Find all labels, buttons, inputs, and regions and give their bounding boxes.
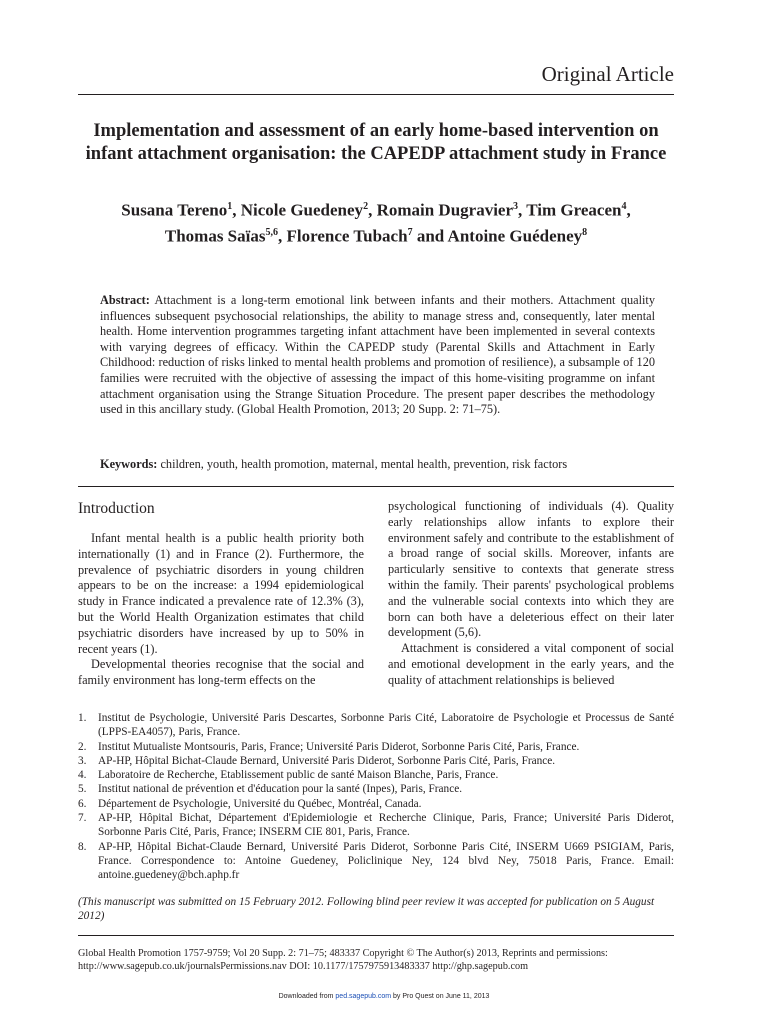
author-name: Romain Dugravier <box>376 200 514 220</box>
body-paragraph: Infant mental health is a public health priority both internationally (1) and in France (2). Furthermore, the prevalence of psychiatric disorders in young children appears to be on the increase: a 1994 epidemiological study in France indicated a prevalence rate of 12.3% (3), but the World Health Organization estimates that child psychiatric disorders have increased by up to 50% in recent years (1). <box>78 531 364 656</box>
introduction-heading: Introduction <box>78 500 155 517</box>
affiliation-number: 5. <box>78 783 87 796</box>
affiliation-text: Institut de Psychologie, Université Paris Descartes, Sorbonne Paris Cité, Laboratoire de Psychologie et Processus de Santé (LPPS-EA4057), Paris, France. <box>98 712 674 739</box>
affiliation-item <box>78 754 674 768</box>
keywords-label: Keywords: <box>100 457 158 471</box>
download-prefix: Downloaded from <box>278 993 336 1000</box>
affiliation-number: 6. <box>78 797 87 810</box>
author-name: Nicole Guedeney <box>240 200 364 220</box>
header-rule <box>78 94 674 95</box>
author-affiliation-number: 3 <box>513 201 519 212</box>
affiliation-text: Institut national de prévention et d'éducation pour la santé (Inpes), Paris, France. <box>98 783 463 796</box>
left-column <box>78 531 364 689</box>
footer-rule <box>78 935 674 936</box>
journal-citation: Global Health Promotion 1757-9759; Vol 20 Supp. 2: 71–75; 483337 Copyright © The Author(s) 2013, Reprints and permissions: http://www.sagepub.co.uk/journalsPermissions.nav DOI: 10.1177/1757975913483337 http://ghp.sagepub.com <box>78 948 608 973</box>
affiliation-item <box>78 740 674 754</box>
abstract-label: Abstract: <box>100 293 150 307</box>
affiliation-list <box>78 711 674 883</box>
section-rule <box>78 486 674 487</box>
affiliation-item <box>78 782 674 796</box>
affiliation-item <box>78 797 674 811</box>
author-name: Florence Tubach <box>286 226 408 246</box>
author-affiliation-number: 1 <box>227 201 233 212</box>
affiliation-number: 1. <box>78 712 87 724</box>
affiliation-item <box>78 840 674 883</box>
submission-note: (This manuscript was submitted on 15 February 2012. Following blind peer review it was accepted for publication on 5 August 2012) <box>78 896 655 923</box>
author-affiliation-number: 8 <box>582 226 588 238</box>
article-title: Implementation and assessment of an early home-based intervention on infant attachment organisation: the CAPEDP attachment study in France <box>85 121 667 164</box>
keywords-text: children, youth, health promotion, maternal, mental health, prevention, risk factors <box>160 457 568 471</box>
body-paragraph: Developmental theories recognise that the social and family environment has long-term effects on the <box>78 657 364 688</box>
affiliation-text: AP-HP, Hôpital Bichat-Claude Bernard, Université Paris Diderot, Sorbonne Paris Cité, Paris, France. <box>98 754 556 767</box>
author-affiliation-number: 7 <box>407 226 413 238</box>
affiliation-text: AP-HP, Hôpital Bichat-Claude Bernard, Université Paris Diderot, Sorbonne Paris Cité, INSERM U669 PSIGIAM, Paris, France. Correspondence to: Antoine Guedeney, Policlinique Ney, 124 blvd Ney, 75018 Paris, France. Email: antoine.guedeney@bch.aphp.fr <box>98 840 674 882</box>
author-affiliation-number: 2 <box>363 201 369 212</box>
author-name: Thomas Saïas <box>164 226 266 246</box>
affiliation-number: 8. <box>78 840 87 853</box>
affiliation-item <box>78 711 674 740</box>
body-paragraph: Attachment is considered a vital component of social and emotional development in the early years, and the quality of attachment relationships is believed <box>388 641 674 687</box>
affiliation-text: Département de Psychologie, Université du Québec, Montréal, Canada. <box>98 797 422 810</box>
affiliation-number: 4. <box>78 769 87 782</box>
right-column <box>388 499 674 689</box>
affiliation-text: Laboratoire de Recherche, Etablissement public de santé Maison Blanche, Paris, France. <box>98 769 499 782</box>
affiliation-number: 3. <box>78 754 87 767</box>
download-notice <box>0 993 768 1000</box>
author-affiliation-number: 5,6 <box>265 226 278 238</box>
affiliation-number: 2. <box>78 740 87 753</box>
affiliation-text: Institut Mutualiste Montsouris, Paris, France; Université Paris Diderot, Sorbonne Paris Cité, Paris, France. <box>98 740 580 753</box>
affiliation-text: AP-HP, Hôpital Bichat, Département d'Epidemiologie et Recherche Clinique, Paris, France; Université Paris Diderot, Sorbonne Paris Cité, Paris, France; INSERM CIE 801, Paris, France. <box>98 812 674 839</box>
author-name: Tim Greacen <box>526 200 622 220</box>
download-link[interactable]: ped.sagepub.com <box>335 993 392 1000</box>
abstract <box>100 293 655 418</box>
affiliation-item <box>78 768 674 782</box>
author-name: Antoine Guédeney <box>447 226 583 246</box>
body-paragraph: psychological functioning of individuals (4). Quality early relationships allow infants to explore their environment safely and contribute to the establishment of a broad range of social skills. Moreover, infants are particularly sensitive to contexts that generate stress within the family. Their parents' psychological problems and the vulnerable social contexts into which they are born can both have a deleterious effect on their later development (5,6). <box>388 499 674 640</box>
author-list: Susana Tereno$^1$, Nicole Guedeney$^2$, Romain Dugravier$^3$, Tim Greacen$^4$, Thomas Saïas$^{5,6}$, Florence Tubach$^7$ and Antoine Guédeney$^8$ <box>121 200 631 246</box>
download-suffix: by Pro Quest on June 11, 2013 <box>391 993 490 1000</box>
author-affiliation-number: 4 <box>621 201 627 212</box>
keywords <box>100 457 655 473</box>
affiliation-number: 7. <box>78 812 87 825</box>
section-label: Original Article <box>541 62 674 86</box>
affiliation-item <box>78 811 674 840</box>
abstract-text: Attachment is a long-term emotional link between infants and their mothers. Attachment quality influences subsequent psychosocial relationships, the ability to manage stress and, consequently, later mental health. Home intervention programmes targeting infant attachment have been implemented in several contexts with varying degrees of efficacy. Within the CAPEDP study (Parental Skills and Attachment in Early Childhood: reduction of risks linked to mental health problems and promotion of resilience), a subsample of 120 families were recruited with the objective of assessing the impact of this home-visiting programme on infant attachment organisation using the Strange Situation Procedure. The present paper describes the methodology used in this ancillary study. (Global Health Promotion, 2013; 20 Supp. 2: 71–75). <box>100 293 655 417</box>
author-name: Susana Tereno <box>121 200 228 220</box>
